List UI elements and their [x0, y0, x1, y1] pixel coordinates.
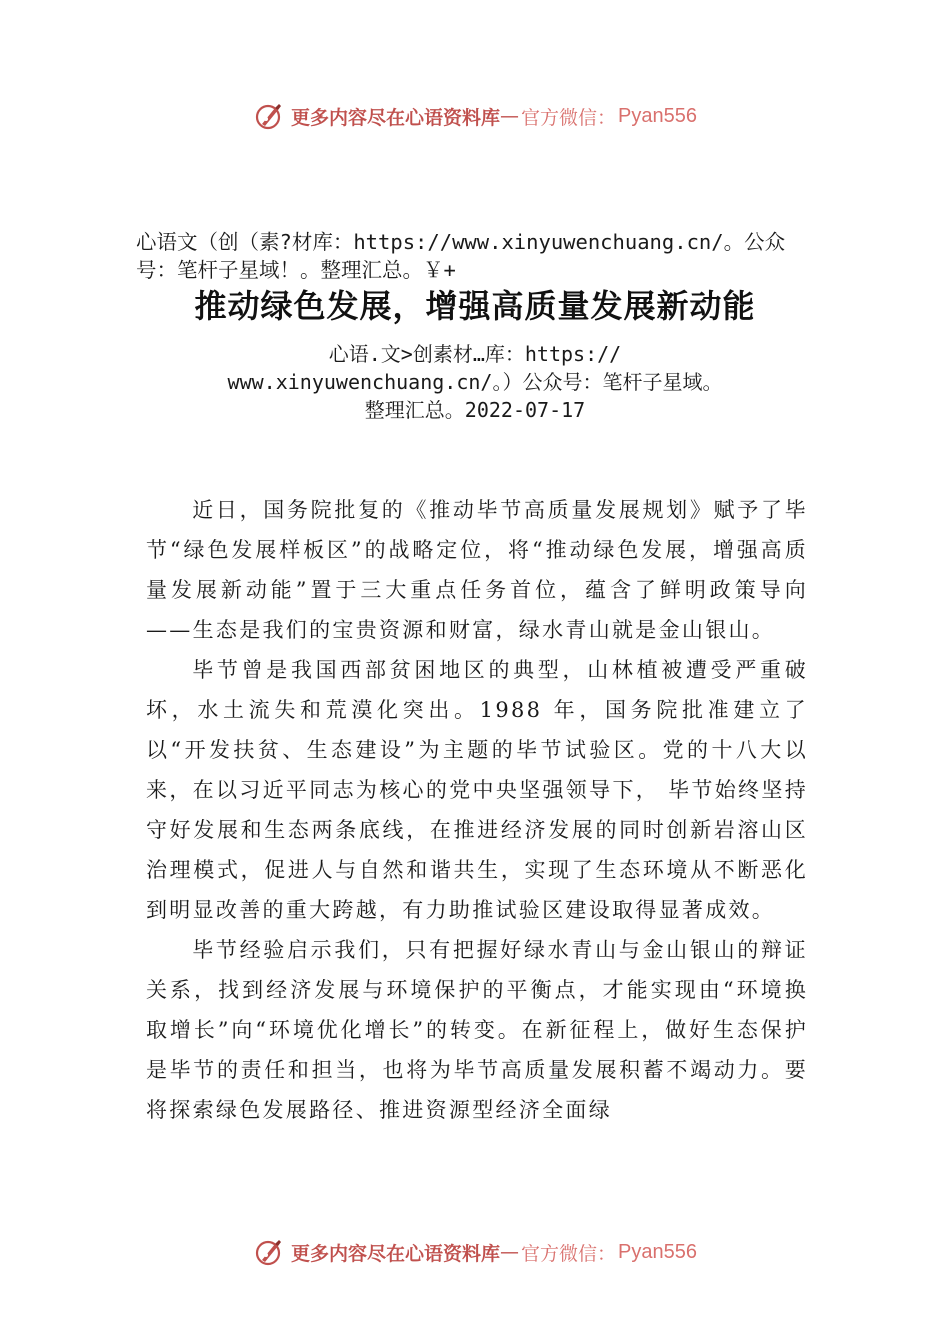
source-line: 心语文（创（素?材库：https://www.xinyuwenchuang.cn/。公众号：笔杆子星域！。整理汇总。￥+: [136, 230, 786, 282]
subtitle-line-1: 心语.文>创素材…库：https://: [328, 342, 622, 366]
banner-text: 更多内容尽在心语资料库: [291, 1242, 501, 1265]
paragraph-1: 近日，国务院批复的《推动毕节高质量发展规划》赋予了毕节“绿色发展样板区”的战略定位，将“推动绿色发展，增强高质量发展新动能”置于三大重点任务首位，蕴含了鲜明政策导向——生态是我们的宝贵资源和财富，绿水青山就是金山银山。: [146, 498, 808, 642]
banner-wechat-label: 官方微信：: [521, 106, 617, 129]
banner-separator: —: [500, 1241, 520, 1263]
subtitle-line-3: 整理汇总。2022-07-17: [364, 398, 586, 422]
subtitle-line-2: www.xinyuwenchuang.cn/。）公众号：笔杆子星域。: [227, 370, 723, 394]
page-title: 推动绿色发展，增强高质量发展新动能: [194, 287, 756, 325]
header-banner: [0, 96, 950, 136]
article-body: [146, 490, 808, 1130]
banner-separator: —: [500, 105, 520, 127]
banner-wechat-id: Pyan556: [618, 104, 697, 127]
pen-logo-icon: [253, 100, 285, 132]
banner-wechat-label: 官方微信：: [521, 1242, 617, 1265]
paragraph-2: 毕节曾是我国西部贫困地区的典型，山林植被遭受严重破坏，水土流失和荒漠化突出。1988 年，国务院批准建立了以“开发扶贫、生态建设”为主题的毕节试验区。党的十八大以来，在以习近平同志为核心的党中央坚强领导下， 毕节始终坚持守好发展和生态两条底线，在推进经济发展的同时创新岩溶山区治理模式，促进人与自然和谐共生，实现了生态环境从不断恶化到明显改善的重大跨越，有力助推试验区建设取得显著成效。: [146, 658, 808, 922]
pen-logo-icon: [253, 1236, 285, 1268]
paragraph-3: 毕节经验启示我们，只有把握好绿水青山与金山银山的辩证关系，找到经济发展与环境保护的平衡点，才能实现由“环境换取增长”向“环境优化增长”的转变。在新征程上，做好生态保护是毕节的责任和担当，也将为毕节高质量发展积蓄不竭动力。要将探索绿色发展路径、推进资源型经济全面绿: [146, 938, 808, 1122]
banner-wechat-id: Pyan556: [618, 1240, 697, 1263]
footer-banner: [0, 1232, 950, 1272]
banner-text: 更多内容尽在心语资料库: [291, 106, 501, 129]
